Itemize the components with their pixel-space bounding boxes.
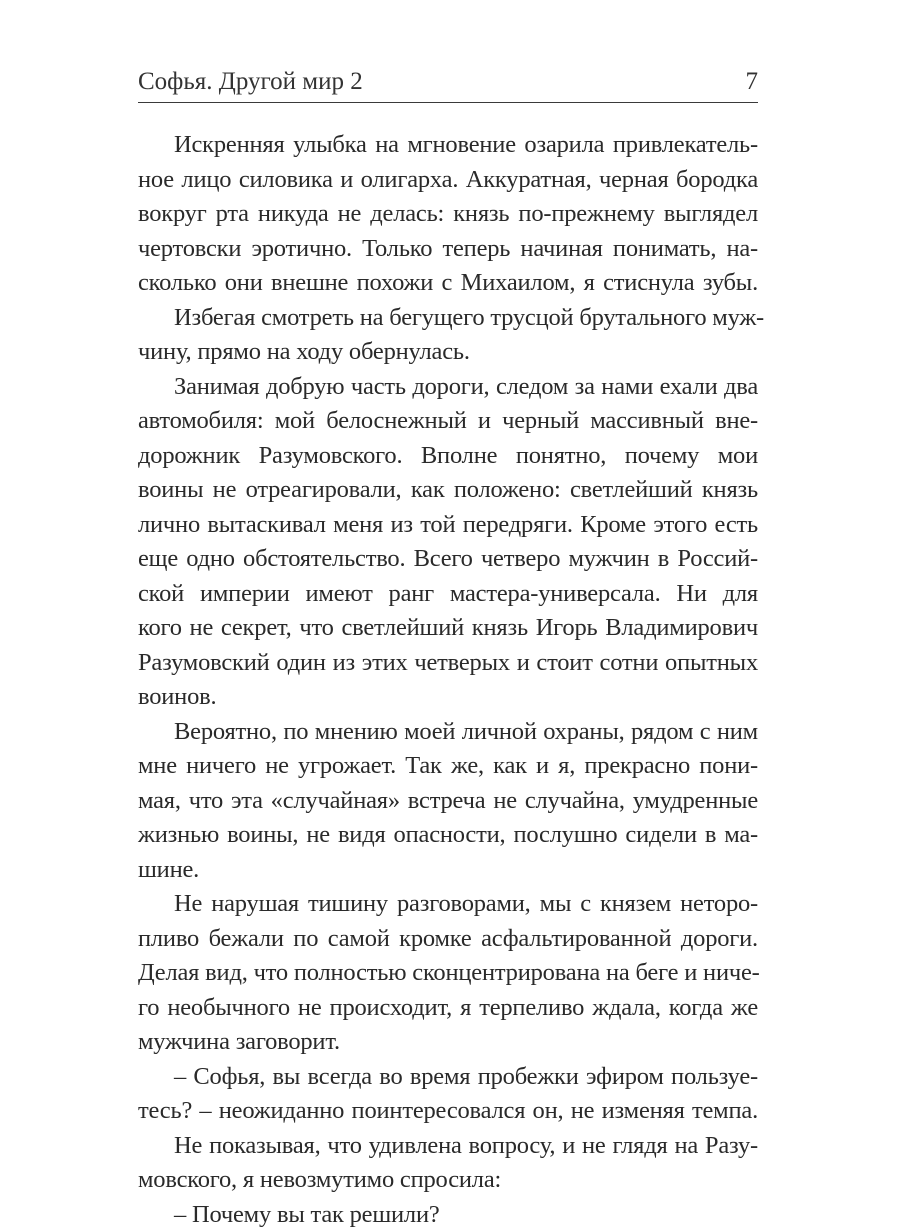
body-text [138, 128, 758, 1232]
text-line: лично вытаскивал меня из той передряги. Кроме этого есть [138, 508, 758, 543]
text-line: вокруг рта никуда не делась: князь по-прежнему выглядел [138, 197, 758, 232]
text-line: ное лицо силовика и олигарха. Аккуратная, черная бородка [138, 163, 758, 198]
text-line: Избегая смотреть на бегущего трусцой брутального муж- [138, 301, 758, 336]
text-line: дорожник Разумовского. Вполне понятно, почему мои [138, 439, 758, 474]
text-line: Делая вид, что полностью сконцентрирована на беге и ниче- [138, 956, 758, 991]
text-line: мне ничего не угрожает. Так же, как и я, прекрасно пони- [138, 749, 758, 784]
paragraph [138, 370, 758, 715]
paragraph-dialogue [138, 1198, 758, 1232]
text-line: чину, прямо на ходу обернулась. [138, 335, 758, 370]
text-line: воины не отреагировали, как положено: светлейший князь [138, 473, 758, 508]
paragraph [138, 715, 758, 888]
text-line: автомобиля: мой белоснежный и черный массивный вне- [138, 404, 758, 439]
text-line: пливо бежали по самой кромке асфальтированной дороги. [138, 922, 758, 957]
paragraph [138, 301, 758, 370]
text-line: ской империи имеют ранг мастера-универсала. Ни для [138, 577, 758, 612]
text-line: мая, что эта «случайная» встреча не случайна, умудренные [138, 784, 758, 819]
text-line: кого не секрет, что светлейший князь Игорь Владимирович [138, 611, 758, 646]
paragraph [138, 128, 758, 301]
text-line: Вероятно, по мнению моей личной охраны, рядом с ним [138, 715, 758, 750]
text-line: го необычного не происходит, я терпеливо ждала, когда же [138, 991, 758, 1026]
page-number: 7 [746, 68, 759, 96]
text-line: мужчина заговорит. [138, 1025, 758, 1060]
paragraph [138, 1129, 758, 1198]
text-line: жизнью воины, не видя опасности, послушно сидели в ма- [138, 818, 758, 853]
text-line: Разумовский один из этих четверых и стоит сотни опытных [138, 646, 758, 681]
text-line: шине. [138, 853, 758, 888]
paragraph [138, 887, 758, 1060]
text-line: Не показывая, что удивлена вопросу, и не глядя на Разу- [138, 1129, 758, 1164]
text-line: воинов. [138, 680, 758, 715]
text-line: Занимая добрую часть дороги, следом за нами ехали два [138, 370, 758, 405]
text-line: – Софья, вы всегда во время пробежки эфиром пользуе- [138, 1060, 758, 1095]
text-line: Не нарушая тишину разговорами, мы с князем неторо- [138, 887, 758, 922]
header-rule [138, 102, 758, 103]
text-line: чертовски эротично. Только теперь начиная понимать, на- [138, 232, 758, 267]
running-head [138, 68, 758, 100]
text-line: мовского, я невозмутимо спросила: [138, 1163, 758, 1198]
text-line: – Почему вы так решили? [138, 1198, 758, 1232]
paragraph-dialogue [138, 1060, 758, 1129]
text-line: Искренняя улыбка на мгновение озарила привлекатель- [138, 128, 758, 163]
text-line: тесь? – неожиданно поинтересовался он, не изменяя темпа. [138, 1094, 758, 1129]
text-line: еще одно обстоятельство. Всего четверо мужчин в Россий- [138, 542, 758, 577]
running-title: Софья. Другой мир 2 [138, 68, 363, 96]
text-line: сколько они внешне похожи с Михаилом, я стиснула зубы. [138, 266, 758, 301]
